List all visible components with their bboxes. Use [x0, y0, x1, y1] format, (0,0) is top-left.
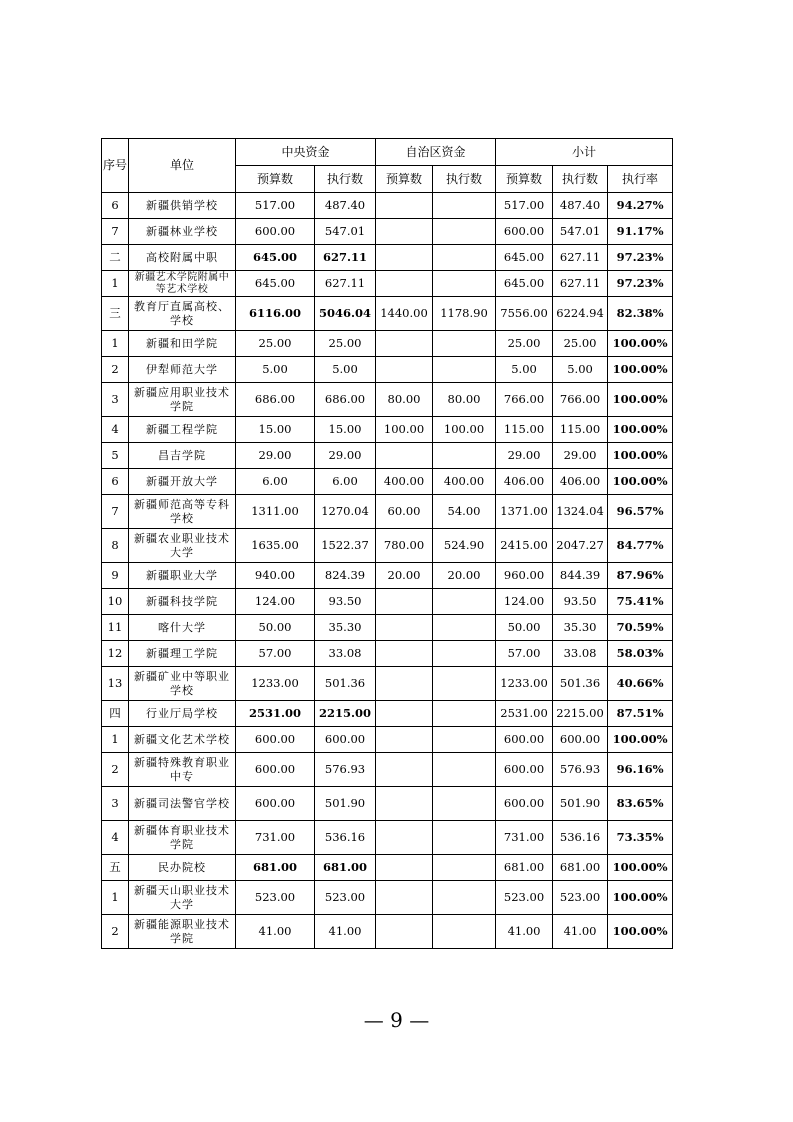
subtotal-header: 小计 — [496, 139, 673, 166]
central-executed-cell: 523.00 — [315, 881, 376, 915]
central-executed-header: 执行数 — [315, 166, 376, 193]
region-budget-cell — [376, 245, 433, 271]
seq-cell: 2 — [102, 753, 129, 787]
region-budget-cell — [376, 753, 433, 787]
unit-name-cell: 新疆供销学校 — [129, 193, 236, 219]
subtotal-executed-cell: 627.11 — [553, 271, 608, 297]
central-executed-cell: 681.00 — [315, 855, 376, 881]
central-executed-cell: 29.00 — [315, 443, 376, 469]
region-executed-cell — [433, 915, 496, 949]
seq-cell: 13 — [102, 667, 129, 701]
central-executed-cell: 627.11 — [315, 271, 376, 297]
unit-name-cell: 新疆应用职业技术学院 — [129, 383, 236, 417]
seq-header: 序号 — [102, 139, 129, 193]
seq-cell: 二 — [102, 245, 129, 271]
central-budget-cell: 2531.00 — [236, 701, 315, 727]
seq-cell: 1 — [102, 271, 129, 297]
unit-name-cell: 喀什大学 — [129, 615, 236, 641]
region-budget-cell: 100.00 — [376, 417, 433, 443]
seq-cell: 9 — [102, 563, 129, 589]
central-budget-cell: 517.00 — [236, 193, 315, 219]
central-budget-cell: 25.00 — [236, 331, 315, 357]
subtotal-budget-cell: 25.00 — [496, 331, 553, 357]
execution-rate-cell: 100.00% — [608, 383, 673, 417]
subtotal-budget-cell: 41.00 — [496, 915, 553, 949]
region-executed-cell — [433, 219, 496, 245]
central-budget-cell: 57.00 — [236, 641, 315, 667]
subtotal-budget-header: 预算数 — [496, 166, 553, 193]
subtotal-executed-cell: 5.00 — [553, 357, 608, 383]
unit-name-cell: 新疆科技学院 — [129, 589, 236, 615]
region-budget-cell — [376, 331, 433, 357]
seq-cell: 1 — [102, 881, 129, 915]
subtotal-executed-cell: 35.30 — [553, 615, 608, 641]
table-row — [102, 219, 673, 245]
central-executed-cell: 487.40 — [315, 193, 376, 219]
subtotal-budget-cell: 600.00 — [496, 727, 553, 753]
execution-rate-cell: 82.38% — [608, 297, 673, 331]
seq-cell: 12 — [102, 641, 129, 667]
subtotal-budget-cell: 5.00 — [496, 357, 553, 383]
subtotal-budget-cell: 2415.00 — [496, 529, 553, 563]
region-executed-cell: 80.00 — [433, 383, 496, 417]
table-row — [102, 753, 673, 787]
region-executed-cell — [433, 727, 496, 753]
unit-name-cell: 新疆理工学院 — [129, 641, 236, 667]
region-executed-cell: 1178.90 — [433, 297, 496, 331]
table-row — [102, 821, 673, 855]
execution-rate-cell: 100.00% — [608, 357, 673, 383]
table-row — [102, 529, 673, 563]
subtotal-executed-cell: 29.00 — [553, 443, 608, 469]
unit-name-cell: 行业厅局学校 — [129, 701, 236, 727]
region-executed-cell: 20.00 — [433, 563, 496, 589]
unit-name-cell: 新疆能源职业技术学院 — [129, 915, 236, 949]
subtotal-executed-cell: 501.36 — [553, 667, 608, 701]
unit-name-cell: 新疆工程学院 — [129, 417, 236, 443]
seq-cell: 2 — [102, 915, 129, 949]
subtotal-budget-cell: 600.00 — [496, 787, 553, 821]
subtotal-executed-cell: 536.16 — [553, 821, 608, 855]
central-budget-header: 预算数 — [236, 166, 315, 193]
central-budget-cell: 41.00 — [236, 915, 315, 949]
unit-name-cell: 新疆司法警官学校 — [129, 787, 236, 821]
table-header — [102, 139, 673, 193]
subtotal-budget-cell: 645.00 — [496, 245, 553, 271]
region-executed-cell — [433, 753, 496, 787]
region-budget-cell — [376, 615, 433, 641]
subtotal-executed-cell: 487.40 — [553, 193, 608, 219]
region-budget-cell — [376, 641, 433, 667]
subtotal-executed-cell: 523.00 — [553, 881, 608, 915]
subtotal-executed-cell: 115.00 — [553, 417, 608, 443]
subtotal-executed-cell: 2215.00 — [553, 701, 608, 727]
seq-cell: 2 — [102, 357, 129, 383]
unit-name-cell: 伊犁师范大学 — [129, 357, 236, 383]
central-executed-cell: 5046.04 — [315, 297, 376, 331]
central-budget-cell: 731.00 — [236, 821, 315, 855]
unit-name-cell: 昌吉学院 — [129, 443, 236, 469]
table-row — [102, 563, 673, 589]
execution-rate-cell: 58.03% — [608, 641, 673, 667]
central-budget-cell: 6.00 — [236, 469, 315, 495]
region-budget-header: 预算数 — [376, 166, 433, 193]
page-number: — 9 — — [363, 1008, 430, 1032]
subtotal-executed-cell: 1324.04 — [553, 495, 608, 529]
seq-cell: 1 — [102, 727, 129, 753]
seq-cell: 五 — [102, 855, 129, 881]
central-budget-cell: 5.00 — [236, 357, 315, 383]
subtotal-executed-cell: 766.00 — [553, 383, 608, 417]
region-budget-cell — [376, 219, 433, 245]
subtotal-budget-cell: 2531.00 — [496, 701, 553, 727]
execution-rate-cell: 100.00% — [608, 855, 673, 881]
subtotal-budget-cell: 731.00 — [496, 821, 553, 855]
seq-cell: 11 — [102, 615, 129, 641]
region-budget-cell: 400.00 — [376, 469, 433, 495]
central-executed-cell: 93.50 — [315, 589, 376, 615]
region-budget-cell — [376, 881, 433, 915]
region-executed-cell — [433, 443, 496, 469]
subtotal-budget-cell: 960.00 — [496, 563, 553, 589]
central-budget-cell: 645.00 — [236, 271, 315, 297]
region-executed-header: 执行数 — [433, 166, 496, 193]
subtotal-budget-cell: 645.00 — [496, 271, 553, 297]
region-executed-cell — [433, 331, 496, 357]
central-budget-cell: 6116.00 — [236, 297, 315, 331]
table-row — [102, 589, 673, 615]
section-row — [102, 297, 673, 331]
region-executed-cell — [433, 667, 496, 701]
execution-rate-cell: 40.66% — [608, 667, 673, 701]
subtotal-executed-cell: 2047.27 — [553, 529, 608, 563]
region-budget-cell — [376, 443, 433, 469]
region-executed-cell — [433, 701, 496, 727]
subtotal-budget-cell: 406.00 — [496, 469, 553, 495]
section-row — [102, 855, 673, 881]
region-budget-cell: 780.00 — [376, 529, 433, 563]
subtotal-budget-cell: 1233.00 — [496, 667, 553, 701]
execution-rate-cell: 100.00% — [608, 727, 673, 753]
region-budget-cell: 60.00 — [376, 495, 433, 529]
execution-rate-cell: 73.35% — [608, 821, 673, 855]
seq-cell: 四 — [102, 701, 129, 727]
execution-rate-cell: 96.16% — [608, 753, 673, 787]
central-budget-cell: 600.00 — [236, 787, 315, 821]
unit-name-cell: 高校附属中职 — [129, 245, 236, 271]
table-row — [102, 271, 673, 297]
region-executed-cell — [433, 589, 496, 615]
subtotal-budget-cell: 1371.00 — [496, 495, 553, 529]
subtotal-executed-cell: 33.08 — [553, 641, 608, 667]
subtotal-executed-cell: 93.50 — [553, 589, 608, 615]
central-executed-cell: 686.00 — [315, 383, 376, 417]
central-executed-cell: 501.36 — [315, 667, 376, 701]
subtotal-budget-cell: 600.00 — [496, 219, 553, 245]
execution-rate-cell: 70.59% — [608, 615, 673, 641]
table-row — [102, 667, 673, 701]
table-row — [102, 383, 673, 417]
execution-rate-cell: 91.17% — [608, 219, 673, 245]
unit-name-cell: 新疆天山职业技术大学 — [129, 881, 236, 915]
table-row — [102, 469, 673, 495]
seq-cell: 5 — [102, 443, 129, 469]
section-row — [102, 701, 673, 727]
subtotal-budget-cell: 29.00 — [496, 443, 553, 469]
unit-name-cell: 新疆开放大学 — [129, 469, 236, 495]
subtotal-budget-cell: 7556.00 — [496, 297, 553, 331]
region-budget-cell: 1440.00 — [376, 297, 433, 331]
subtotal-budget-cell: 600.00 — [496, 753, 553, 787]
region-funds-header: 自治区资金 — [376, 139, 496, 166]
region-executed-cell — [433, 357, 496, 383]
central-executed-cell: 1270.04 — [315, 495, 376, 529]
table-row — [102, 727, 673, 753]
execution-rate-cell: 97.23% — [608, 245, 673, 271]
subtotal-executed-cell: 41.00 — [553, 915, 608, 949]
seq-cell: 3 — [102, 383, 129, 417]
subtotal-executed-cell: 576.93 — [553, 753, 608, 787]
table-row — [102, 331, 673, 357]
region-budget-cell: 20.00 — [376, 563, 433, 589]
execution-rate-cell: 87.51% — [608, 701, 673, 727]
region-executed-cell — [433, 245, 496, 271]
central-executed-cell: 824.39 — [315, 563, 376, 589]
central-executed-cell: 576.93 — [315, 753, 376, 787]
subtotal-budget-cell: 115.00 — [496, 417, 553, 443]
central-executed-cell: 41.00 — [315, 915, 376, 949]
region-budget-cell — [376, 667, 433, 701]
subtotal-executed-cell: 844.39 — [553, 563, 608, 589]
execution-rate-cell: 96.57% — [608, 495, 673, 529]
region-executed-cell: 54.00 — [433, 495, 496, 529]
subtotal-budget-cell: 50.00 — [496, 615, 553, 641]
region-budget-cell — [376, 855, 433, 881]
central-funds-header: 中央资金 — [236, 139, 376, 166]
central-executed-cell: 1522.37 — [315, 529, 376, 563]
execution-rate-cell: 100.00% — [608, 915, 673, 949]
seq-cell: 4 — [102, 417, 129, 443]
region-budget-cell — [376, 589, 433, 615]
subtotal-budget-cell: 681.00 — [496, 855, 553, 881]
subtotal-executed-cell: 501.90 — [553, 787, 608, 821]
table-body — [102, 193, 673, 949]
central-executed-cell: 2215.00 — [315, 701, 376, 727]
region-budget-cell — [376, 193, 433, 219]
subtotal-executed-cell: 406.00 — [553, 469, 608, 495]
table-row — [102, 495, 673, 529]
seq-cell: 6 — [102, 193, 129, 219]
execution-rate-cell: 97.23% — [608, 271, 673, 297]
central-budget-cell: 15.00 — [236, 417, 315, 443]
central-budget-cell: 1635.00 — [236, 529, 315, 563]
seq-cell: 8 — [102, 529, 129, 563]
budget-execution-table — [101, 138, 673, 949]
table-row — [102, 641, 673, 667]
execution-rate-cell: 83.65% — [608, 787, 673, 821]
execution-rate-cell: 100.00% — [608, 443, 673, 469]
unit-name-cell: 民办院校 — [129, 855, 236, 881]
table-row — [102, 357, 673, 383]
region-executed-cell — [433, 193, 496, 219]
region-executed-cell — [433, 787, 496, 821]
central-budget-cell: 50.00 — [236, 615, 315, 641]
seq-cell: 4 — [102, 821, 129, 855]
central-executed-cell: 15.00 — [315, 417, 376, 443]
region-budget-cell — [376, 821, 433, 855]
region-executed-cell — [433, 855, 496, 881]
subtotal-executed-header: 执行数 — [553, 166, 608, 193]
seq-cell: 7 — [102, 495, 129, 529]
execution-rate-cell: 94.27% — [608, 193, 673, 219]
unit-name-cell: 新疆农业职业技术大学 — [129, 529, 236, 563]
subtotal-executed-cell: 600.00 — [553, 727, 608, 753]
region-executed-cell — [433, 881, 496, 915]
region-budget-cell — [376, 787, 433, 821]
central-executed-cell: 35.30 — [315, 615, 376, 641]
unit-name-cell: 新疆矿业中等职业学校 — [129, 667, 236, 701]
central-executed-cell: 627.11 — [315, 245, 376, 271]
central-executed-cell: 33.08 — [315, 641, 376, 667]
region-budget-cell — [376, 701, 433, 727]
central-executed-cell: 5.00 — [315, 357, 376, 383]
unit-name-cell: 新疆林业学校 — [129, 219, 236, 245]
subtotal-budget-cell: 517.00 — [496, 193, 553, 219]
seq-cell: 7 — [102, 219, 129, 245]
region-budget-cell: 80.00 — [376, 383, 433, 417]
table-row — [102, 881, 673, 915]
unit-name-cell: 教育厅直属高校、学校 — [129, 297, 236, 331]
central-budget-cell: 940.00 — [236, 563, 315, 589]
unit-name-cell: 新疆职业大学 — [129, 563, 236, 589]
execution-rate-cell: 100.00% — [608, 881, 673, 915]
subtotal-budget-cell: 523.00 — [496, 881, 553, 915]
central-executed-cell: 25.00 — [315, 331, 376, 357]
execution-rate-cell: 100.00% — [608, 469, 673, 495]
central-executed-cell: 536.16 — [315, 821, 376, 855]
region-executed-cell: 100.00 — [433, 417, 496, 443]
subtotal-budget-cell: 57.00 — [496, 641, 553, 667]
subtotal-budget-cell: 124.00 — [496, 589, 553, 615]
central-budget-cell: 1311.00 — [236, 495, 315, 529]
table-row — [102, 915, 673, 949]
seq-cell: 6 — [102, 469, 129, 495]
subtotal-budget-cell: 766.00 — [496, 383, 553, 417]
unit-name-cell: 新疆艺术学院附属中等艺术学校 — [129, 271, 236, 297]
execution-rate-cell: 87.96% — [608, 563, 673, 589]
central-executed-cell: 547.01 — [315, 219, 376, 245]
seq-cell: 三 — [102, 297, 129, 331]
unit-name-cell: 新疆特殊教育职业中专 — [129, 753, 236, 787]
unit-header: 单位 — [129, 139, 236, 193]
region-executed-cell — [433, 615, 496, 641]
unit-name-cell: 新疆和田学院 — [129, 331, 236, 357]
unit-name-cell: 新疆文化艺术学校 — [129, 727, 236, 753]
region-executed-cell: 400.00 — [433, 469, 496, 495]
central-budget-cell: 124.00 — [236, 589, 315, 615]
region-executed-cell — [433, 641, 496, 667]
seq-cell: 3 — [102, 787, 129, 821]
subtotal-executed-cell: 6224.94 — [553, 297, 608, 331]
central-budget-cell: 29.00 — [236, 443, 315, 469]
central-budget-cell: 645.00 — [236, 245, 315, 271]
central-budget-cell: 600.00 — [236, 753, 315, 787]
execution-rate-cell: 75.41% — [608, 589, 673, 615]
seq-cell: 1 — [102, 331, 129, 357]
table-row — [102, 193, 673, 219]
subtotal-executed-cell: 547.01 — [553, 219, 608, 245]
table-row — [102, 417, 673, 443]
execution-rate-cell: 84.77% — [608, 529, 673, 563]
subtotal-executed-cell: 627.11 — [553, 245, 608, 271]
table-row — [102, 615, 673, 641]
central-budget-cell: 1233.00 — [236, 667, 315, 701]
region-executed-cell — [433, 271, 496, 297]
unit-name-cell: 新疆体育职业技术学院 — [129, 821, 236, 855]
region-budget-cell — [376, 727, 433, 753]
region-budget-cell — [376, 357, 433, 383]
seq-cell: 10 — [102, 589, 129, 615]
region-budget-cell — [376, 915, 433, 949]
subtotal-executed-cell: 25.00 — [553, 331, 608, 357]
table-row — [102, 443, 673, 469]
region-executed-cell: 524.90 — [433, 529, 496, 563]
central-budget-cell: 686.00 — [236, 383, 315, 417]
execution-rate-cell: 100.00% — [608, 417, 673, 443]
central-executed-cell: 600.00 — [315, 727, 376, 753]
execution-rate-cell: 100.00% — [608, 331, 673, 357]
region-budget-cell — [376, 271, 433, 297]
central-budget-cell: 600.00 — [236, 727, 315, 753]
central-executed-cell: 6.00 — [315, 469, 376, 495]
region-executed-cell — [433, 821, 496, 855]
subtotal-executed-cell: 681.00 — [553, 855, 608, 881]
central-budget-cell: 523.00 — [236, 881, 315, 915]
central-executed-cell: 501.90 — [315, 787, 376, 821]
central-budget-cell: 600.00 — [236, 219, 315, 245]
table-row — [102, 787, 673, 821]
section-row — [102, 245, 673, 271]
execution-rate-header: 执行率 — [608, 166, 673, 193]
central-budget-cell: 681.00 — [236, 855, 315, 881]
unit-name-cell: 新疆师范高等专科学校 — [129, 495, 236, 529]
